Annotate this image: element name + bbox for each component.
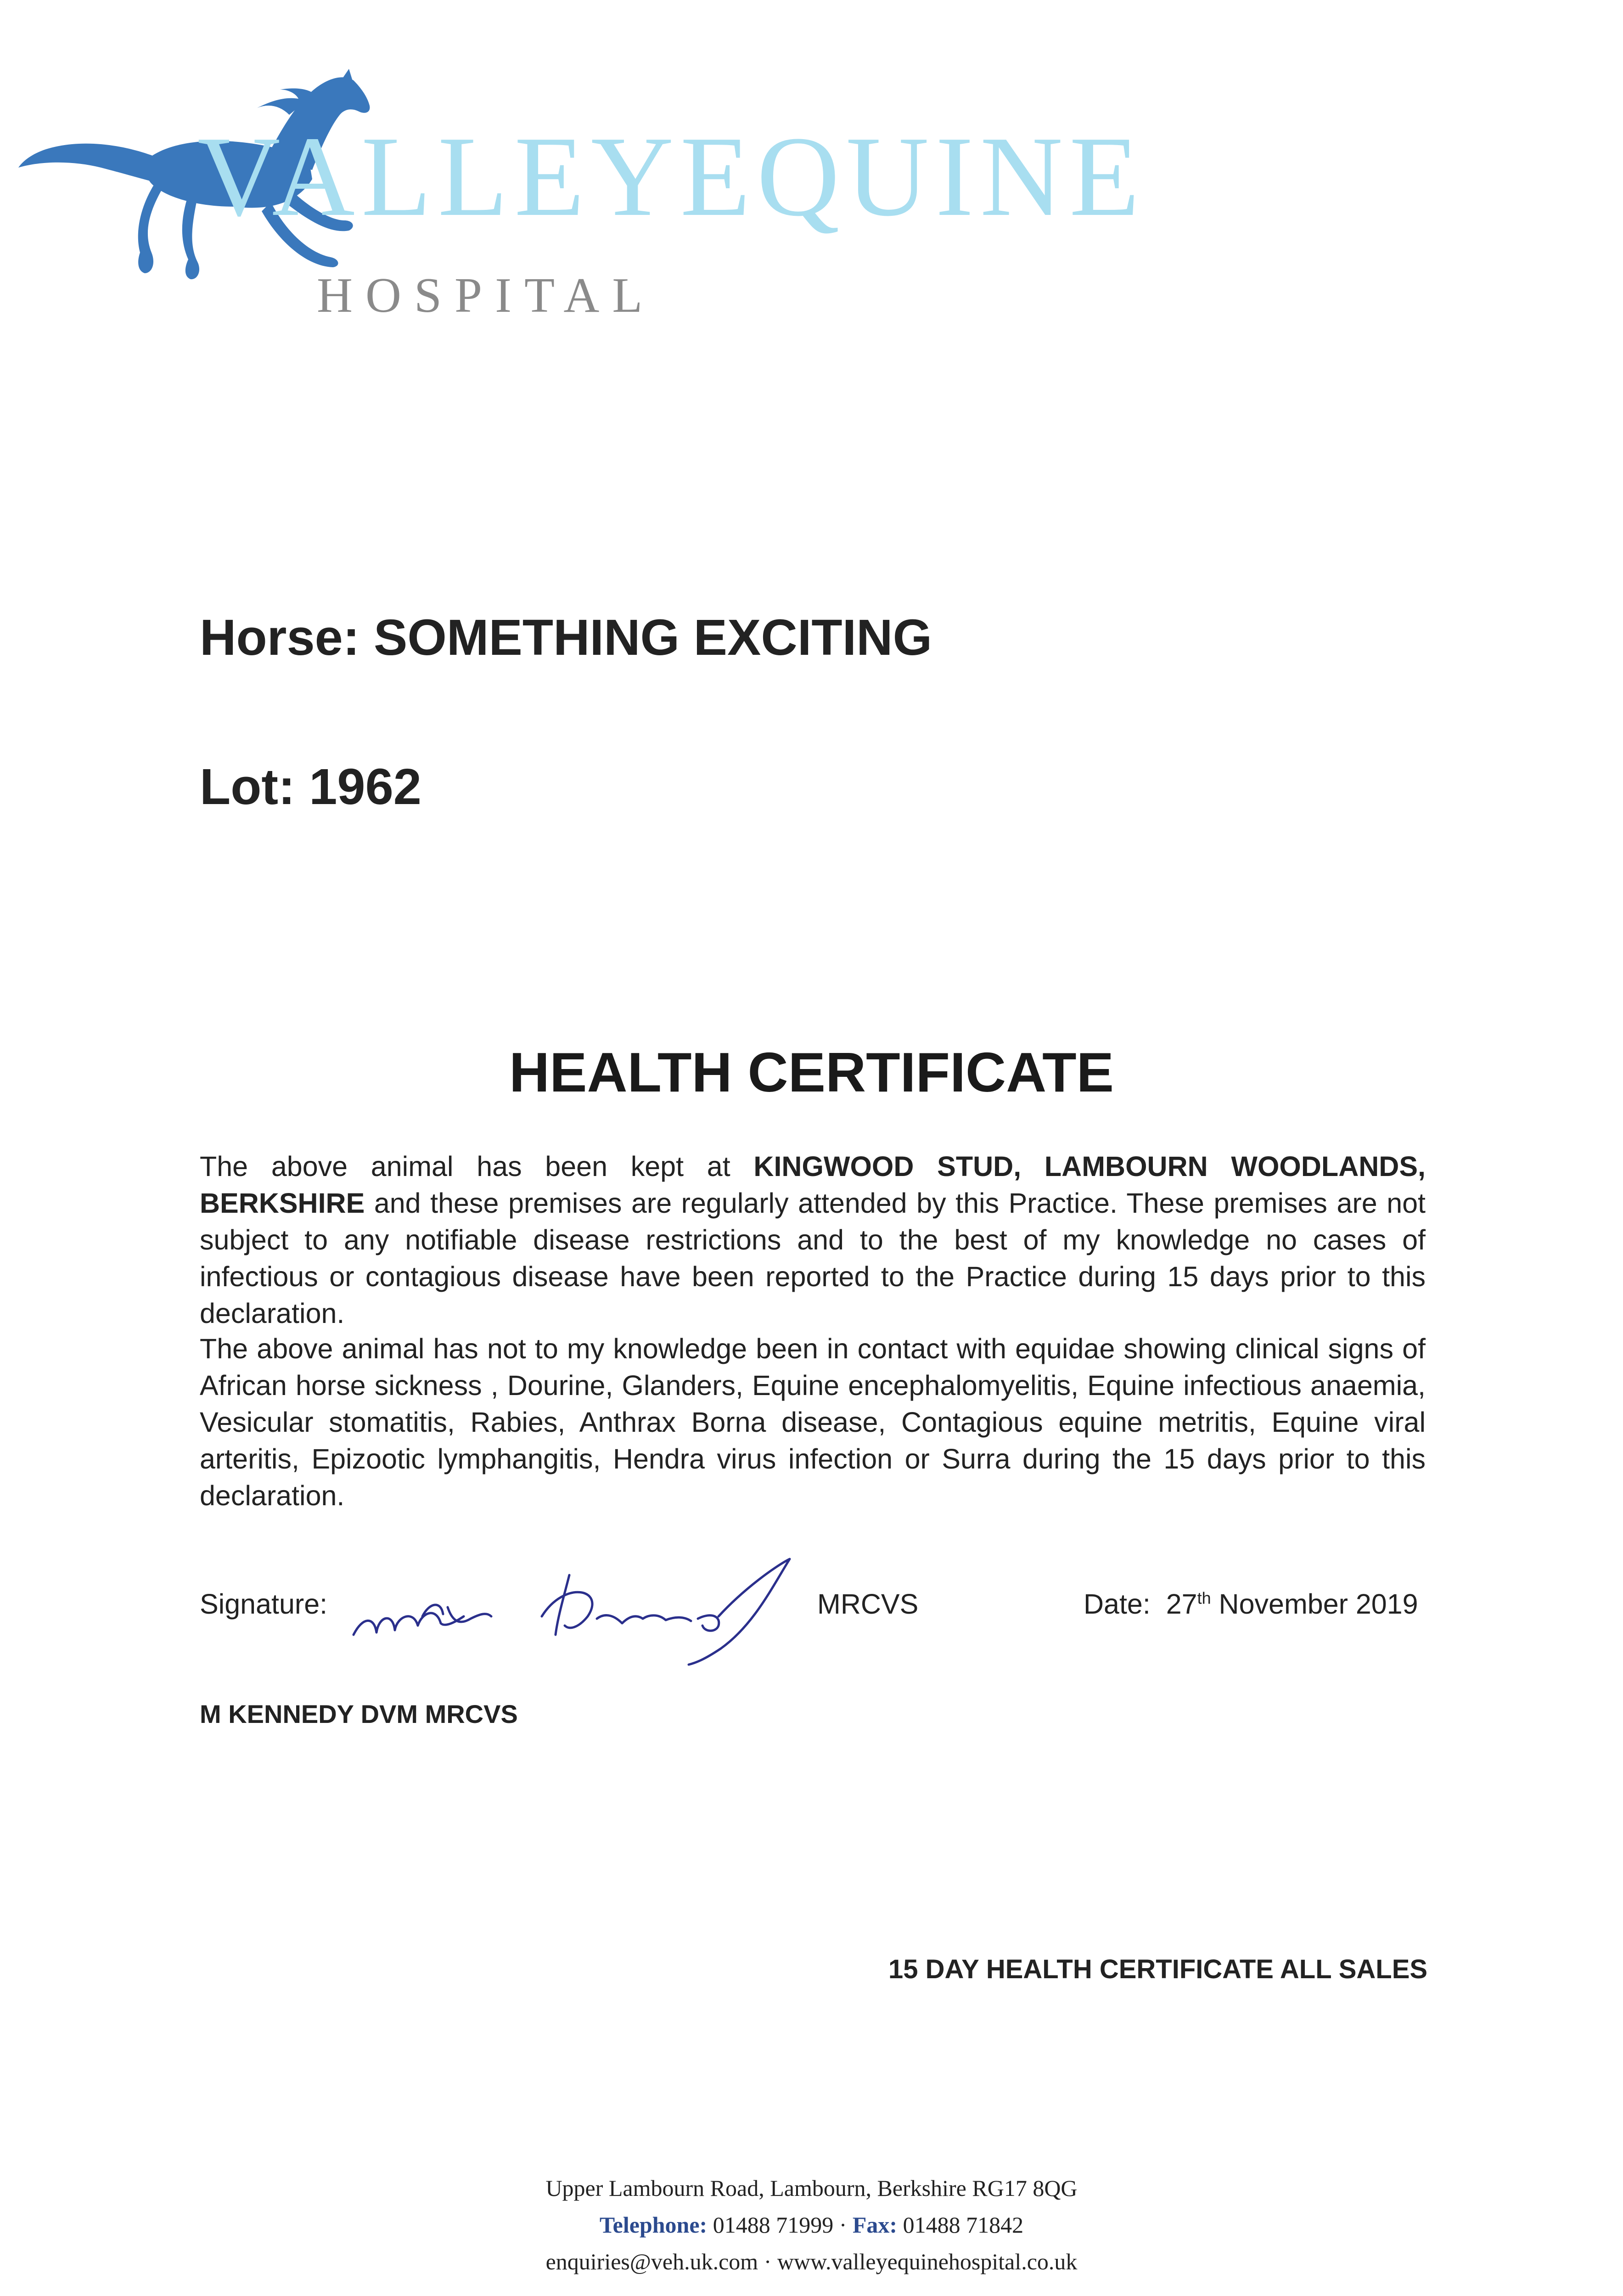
web-line [0,2243,1623,2280]
telephone-number: 01488 71999 [713,2212,834,2238]
lot-number: 1962 [309,759,421,815]
email-link[interactable]: enquiries@veh.uk.com [545,2249,758,2274]
address-footer [0,2170,1623,2280]
para1-intro: The above animal has been kept at [200,1151,754,1182]
fax-label: Fax: [852,2212,898,2238]
date-block [1084,1588,1418,1620]
signature-label: Signature: [200,1588,328,1620]
declaration-paragraph-1 [200,1148,1426,1332]
contact-line [0,2206,1623,2243]
signature-suffix: MRCVS [817,1588,919,1620]
date-label: Date: [1084,1588,1151,1620]
handwritten-signature [349,1548,817,1685]
premises-location: KINGWOOD STUD, LAMBOURN WOODLANDS, BERKSHIRE [200,1151,1426,1219]
telephone-label: Telephone: [599,2212,708,2238]
certificate-type: 15 DAY HEALTH CERTIFICATE ALL SALES [888,1954,1428,1984]
address-line: Upper Lambourn Road, Lambourn, Berkshire RG17 8QG [545,2175,1078,2201]
date-rest: November 2019 [1211,1588,1418,1620]
website-link[interactable]: www.valleyequinehospital.co.uk [777,2249,1078,2274]
logo-subtitle: HOSPITAL [317,268,656,323]
lot-heading [200,758,421,816]
logo [14,69,1146,323]
logo-title: VALLEYEQUINE [197,113,1146,240]
declaration-paragraph-2: The above animal has not to my knowledge been in contact with equidae showing clinical signs of African horse sickness , Dourine, Glanders, Equine encephalomyelitis, Equine infectious anaemia, Vesicular stomatitis, Rabies, Anthrax Borna disease, Contagious equine metritis, Equine viral arteritis, Epizootic lymphangitis, Hendra virus infection or Surra during the 15 days prior to this declaration. [200,1333,1426,1511]
separator: · [839,2212,847,2238]
separator: · [764,2249,772,2274]
lot-label: Lot: [200,759,295,815]
para1-body: and these premises are regularly attended by this Practice. These premises are not subject to any notifiable disease restrictions and to the best of my knowledge no cases of infectious or contagious disease have been reported to the Practice during 15 days prior to this declaration. [200,1187,1426,1329]
date-ordinal: th [1197,1588,1211,1608]
horse-label: Horse: [200,609,360,666]
vet-name: M KENNEDY DVM MRCVS [200,1699,518,1728]
date-day: 27 [1166,1588,1197,1620]
horse-heading [200,608,932,667]
fax-number: 01488 71842 [903,2212,1024,2238]
horse-name: SOMETHING EXCITING [374,609,932,666]
certificate-title: HEALTH CERTIFICATE [509,1041,1114,1103]
